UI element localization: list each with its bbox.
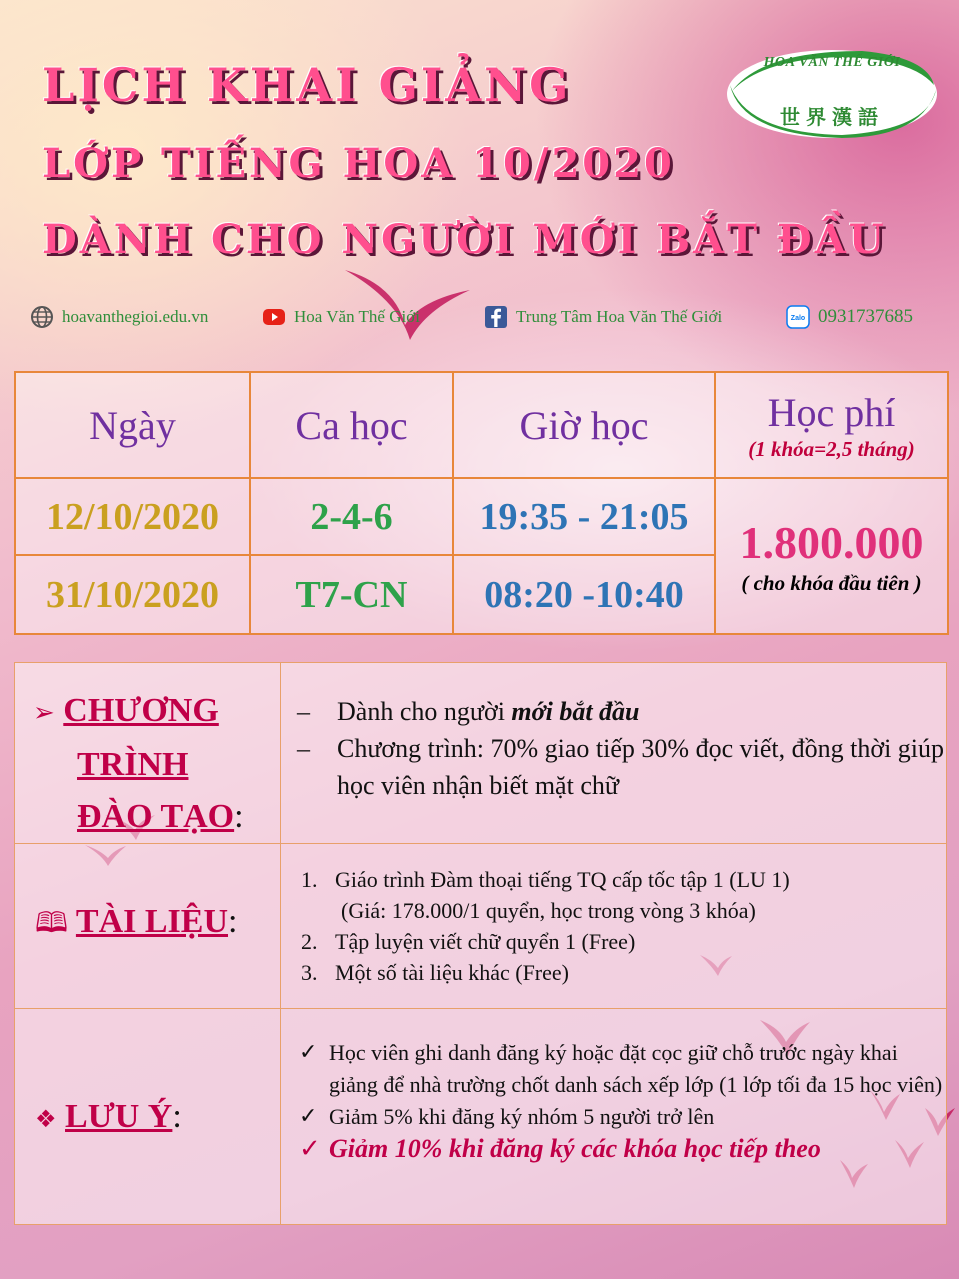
list-item: [297, 1133, 946, 1165]
notes-item-2-text: Giảm 5% khi đăng ký nhóm 5 người trở lên: [329, 1104, 715, 1129]
list-item: [297, 1037, 946, 1101]
logo-text-bottom: 世界漢語: [780, 105, 884, 129]
row-time: 19:35 - 21:05: [453, 478, 715, 555]
materials-label-cell: [15, 844, 281, 1009]
program-item-1-prefix: Dành cho người: [337, 697, 512, 726]
youtube-text: Hoa Văn Thế Giới: [294, 307, 420, 326]
website-text: hoavanthegioi.edu.vn: [62, 307, 209, 326]
book-icon: 🕮: [35, 906, 69, 939]
list-item: [297, 926, 946, 957]
row-shift: 2-4-6: [250, 478, 453, 555]
program-label-line2: TRÌNH: [77, 746, 189, 783]
header-shift: Ca học: [250, 372, 453, 478]
contact-facebook[interactable]: [484, 305, 722, 329]
materials-item-1-text: Giáo trình Đàm thoại tiếng TQ cấp tốc tập 1 (LU 1): [335, 867, 790, 892]
facebook-icon: [484, 305, 508, 329]
notes-item-3-text: Giảm 10% khi đăng ký các khóa học tiếp theo: [329, 1134, 821, 1163]
schedule-table: [14, 371, 949, 635]
program-body: [281, 663, 947, 844]
materials-item-2-text: Tập luyện viết chữ quyển 1 (Free): [335, 929, 636, 954]
notes-label: LƯU Ý: [65, 1097, 173, 1135]
notes-label-cell: [15, 1009, 281, 1225]
check-icon: ✓: [299, 1040, 318, 1065]
dash-marker: –: [297, 697, 310, 726]
materials-label-colon: :: [228, 903, 238, 940]
notes-body: [281, 1009, 947, 1225]
check-icon: ✓: [299, 1134, 321, 1164]
number-marker: 2.: [301, 929, 318, 954]
list-item: [297, 957, 946, 988]
dash-marker: –: [297, 734, 310, 763]
program-label-line1: CHƯƠNG: [63, 692, 219, 729]
program-item-1-emph: mới bắt đầu: [511, 697, 640, 726]
logo: [722, 45, 942, 143]
fee-cell: [715, 478, 948, 634]
table-row: [15, 478, 948, 555]
contact-website[interactable]: [30, 305, 208, 329]
header-fee: [715, 372, 948, 478]
materials-body: [281, 844, 947, 1009]
program-row: [15, 663, 947, 844]
program-item-2-text: Chương trình: 70% giao tiếp 30% đọc viết, đồng thời giúp học viên nhận biết mặt chữ: [337, 734, 945, 800]
materials-item-1-sub: (Giá: 178.000/1 quyển, học trong vòng 3 khóa): [341, 898, 756, 923]
program-label-colon: :: [234, 798, 244, 835]
header-fee-label: Học phí: [767, 389, 896, 435]
notes-row: [15, 1009, 947, 1225]
program-label-cell: [15, 663, 281, 844]
list-item: [297, 864, 946, 926]
materials-item-3-text: Một số tài liệu khác (Free): [335, 960, 569, 985]
zalo-icon: [786, 305, 810, 329]
row-date: 12/10/2020: [15, 478, 250, 555]
info-table: [14, 662, 947, 1225]
list-item: [297, 1101, 946, 1133]
title-line-3: DÀNH CHO NGƯỜI MỚI BẮT ĐẦU: [42, 216, 887, 263]
contact-youtube[interactable]: [262, 305, 420, 329]
title-line-2: LỚP TIẾNG HOA 10/2020: [42, 140, 675, 187]
zalo-phone: 0931737685: [818, 306, 913, 327]
contact-zalo[interactable]: [786, 305, 913, 329]
notes-item-1-text: Học viên ghi danh đăng ký hoặc đặt cọc giữ chỗ trước ngày khai giảng để nhà trường chốt danh sách xếp lớp (1 lớp tối đa 15 học viên): [329, 1040, 943, 1097]
notes-label-colon: :: [172, 1097, 182, 1135]
header-fee-sub: (1 khóa=2,5 tháng): [748, 436, 915, 461]
number-marker: 1.: [301, 867, 318, 892]
program-label-line3: ĐÀO TẠO: [77, 798, 235, 835]
header-date: Ngày: [15, 372, 250, 478]
number-marker: 3.: [301, 960, 318, 985]
title-line-1: LỊCH KHAI GIẢNG: [42, 58, 572, 112]
row-shift: T7-CN: [250, 555, 453, 634]
check-icon: ✓: [299, 1104, 318, 1129]
materials-label: TÀI LIỆU: [75, 903, 229, 940]
arrow-bullet-icon: ➢: [33, 698, 55, 728]
globe-icon: [30, 305, 54, 329]
row-time: 08:20 -10:40: [453, 555, 715, 634]
zalo-icon-text: Zalo: [790, 315, 806, 322]
materials-row: [15, 844, 947, 1009]
header-time: Giờ học: [453, 372, 715, 478]
fee-note: ( cho khóa đầu tiên ): [741, 571, 922, 595]
fee-value: 1.800.000: [739, 517, 924, 568]
list-item: [297, 693, 946, 730]
diamond-bullet-icon: ❖: [35, 1104, 57, 1133]
facebook-text: Trung Tâm Hoa Văn Thế Giới: [516, 307, 723, 326]
youtube-icon: [262, 305, 286, 329]
row-date: 31/10/2020: [15, 555, 250, 634]
schedule-header-row: [15, 372, 948, 478]
logo-text-top: HOA VĂN THẾ GIỚI: [763, 55, 901, 70]
program-label: [33, 685, 280, 739]
list-item: [297, 730, 946, 804]
